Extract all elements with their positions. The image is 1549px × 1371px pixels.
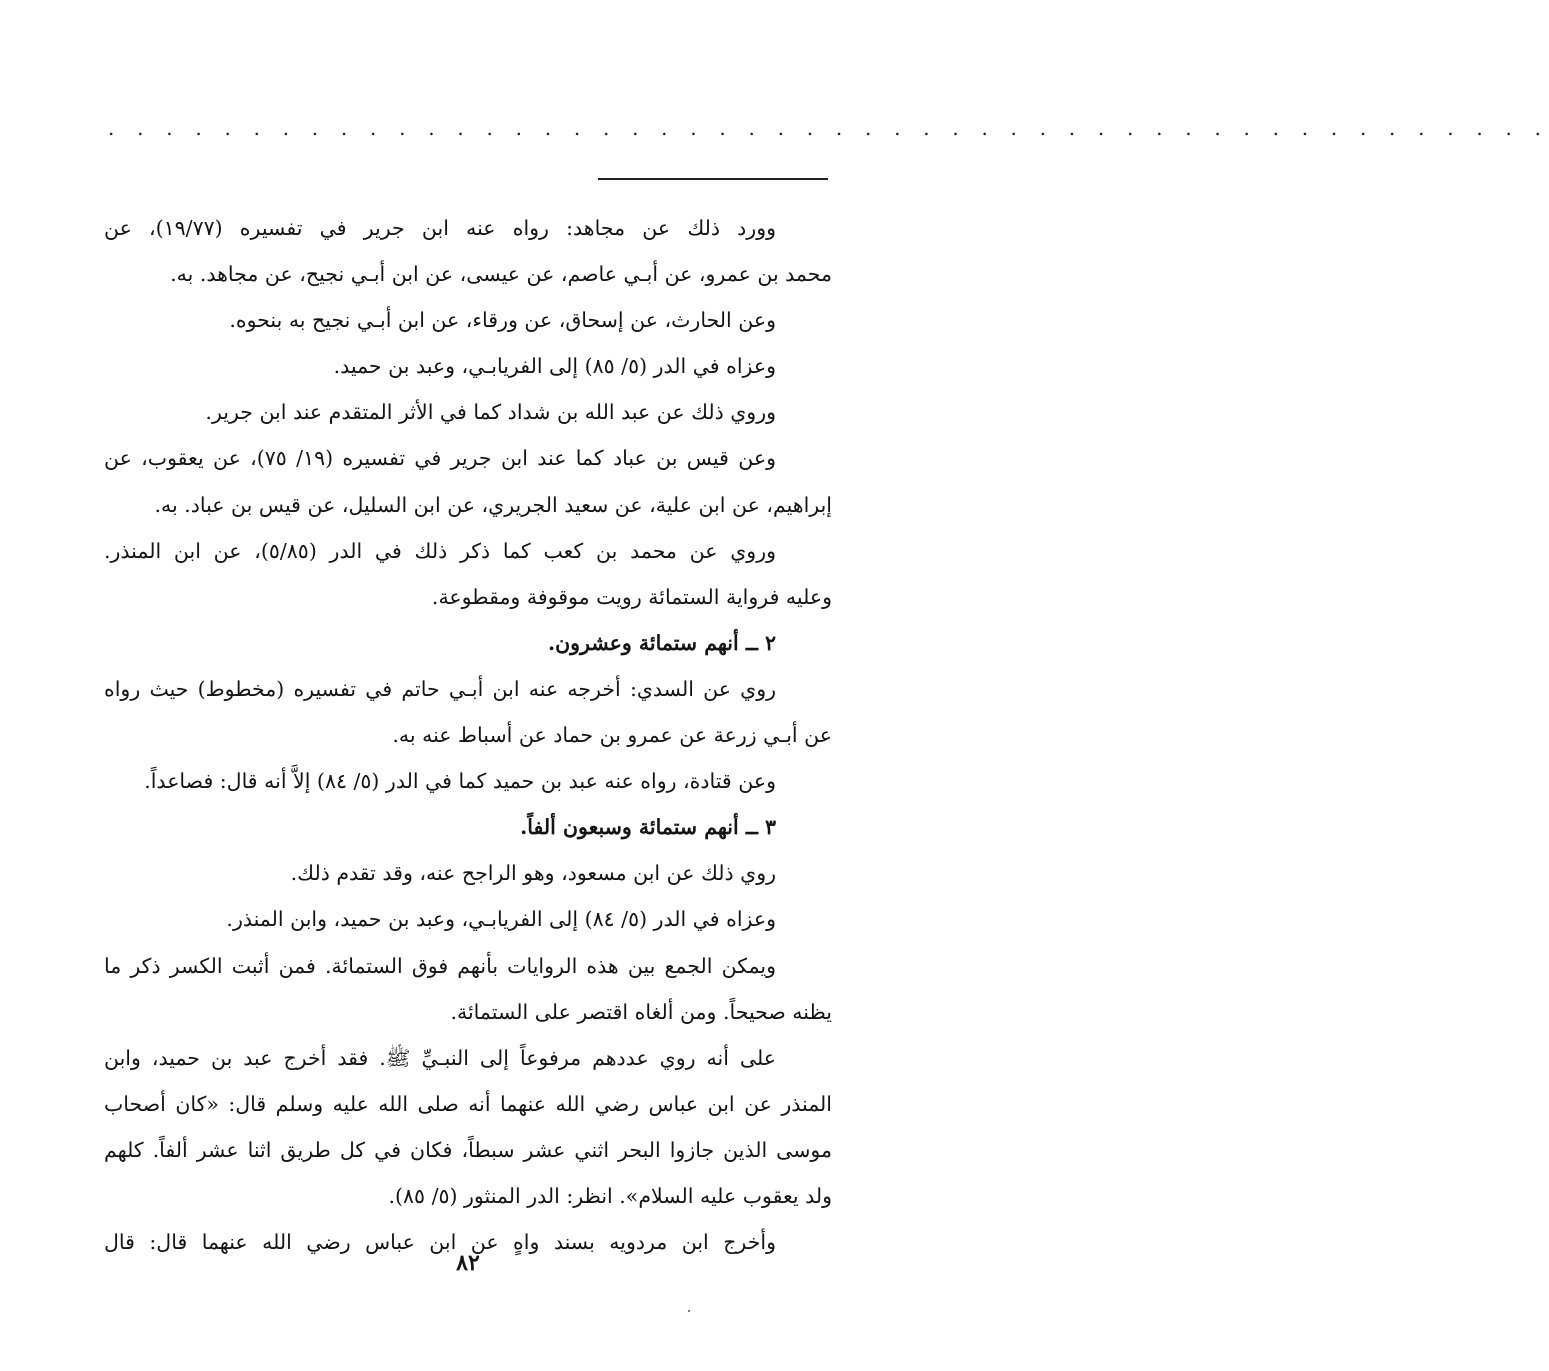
text-line: وعن الحارث، عن إسحاق، عن ورقاء، عن ابن أبـي نجيح به بنحوه. xyxy=(229,308,776,333)
text-line: وروي عن محمد بن كعب كما ذكر ذلك في الدر (٥/٨٥)، عن ابن المنذر. xyxy=(104,538,776,563)
text-line: روي عن السدي: أخرجه عنه ابن أبـي حاتم في تفسيره (مخطوط) حيث رواه xyxy=(104,676,776,701)
footnote-rule xyxy=(598,178,828,180)
text-line: المنذر عن ابن عباس رضي الله عنهما أنه صلى الله عليه وسلم قال: «كان أصحاب xyxy=(104,1091,832,1116)
text-line: ولد يعقوب عليه السلام». انظر: الدر المنثور (٥/ ٨٥). xyxy=(388,1183,832,1208)
text-line: ٣ ــ أنهم ستمائة وسبعون ألفاً. xyxy=(520,815,776,840)
text-line: وعليه فرواية الستمائة رويت موقوفة ومقطوعة. xyxy=(431,584,832,609)
text-line: ٢ ــ أنهم ستمائة وعشرون. xyxy=(547,630,776,655)
text-line: ويمكن الجمع بين هذه الروايات بأنهم فوق الستمائة. فمن أثبت الكسر ذكر ما xyxy=(104,953,776,978)
text-line: وورد ذلك عن مجاهد: رواه عنه ابن جرير في تفسيره (١٩/٧٧)، عن xyxy=(104,216,776,240)
text-line: على أنه روي عددهم مرفوعاً إلى النبـيِّ ﷺ. فقد أخرج عبد بن حميد، وابن xyxy=(104,1045,776,1070)
text-line: محمد بن عمرو، عن أبـي عاصم، عن عيسى، عن ابن أبـي نجيح، عن مجاهد. به. xyxy=(170,262,832,287)
text-line: وعزاه في الدر (٥/ ٨٤) إلى الفريابـي، وعبد بن حميد، وابن المنذر. xyxy=(226,907,776,932)
page-number: ٨٢ xyxy=(456,1250,480,1276)
text-line: وعزاه في الدر (٥/ ٨٥) إلى الفريابـي، وعبد بن حميد. xyxy=(333,354,776,379)
text-line: وعن قيس بن عباد كما عند ابن جرير في تفسيره (١٩/ ٧٥)، عن يعقوب، عن xyxy=(104,446,776,471)
scan-speck xyxy=(688,1310,690,1312)
text-line: موسى الذين جازوا البحر اثني عشر سبطاً، فكان في كل طريق اثنا عشر ألفاً. كلهم xyxy=(104,1137,832,1162)
text-line: وعن قتادة، رواه عنه عبد بن حميد كما في الدر (٥/ ٨٤) إلاَّ أنه قال: فصاعداً. xyxy=(144,769,776,794)
footnote-text-block xyxy=(104,205,832,1265)
text-line: وأخرج ابن مردويه بسند واهٍ عن ابن عباس رضي الله عنهما قال: قال xyxy=(104,1230,776,1255)
dotted-separator: . . . . . . . . . . . . . . . . . . . . . . . . . . . . . . . . . . . . . . . . . . . . . . . . . . xyxy=(108,116,1549,140)
text-line: وروي ذلك عن عبد الله بن شداد كما في الأثر المتقدم عند ابن جرير. xyxy=(205,400,776,425)
text-line: إبراهيم، عن ابن علية، عن سعيد الجريري، عن ابن السليل، عن قيس بن عباد. به. xyxy=(154,492,832,517)
text-line: يظنه صحيحاً. ومن ألغاه اقتصر على الستمائة. xyxy=(450,999,832,1024)
text-line: عن أبـي زرعة عن عمرو بن حماد عن أسباط عنه به. xyxy=(392,723,832,748)
text-line: روي ذلك عن ابن مسعود، وهو الراجح عنه، وقد تقدم ذلك. xyxy=(290,861,776,886)
